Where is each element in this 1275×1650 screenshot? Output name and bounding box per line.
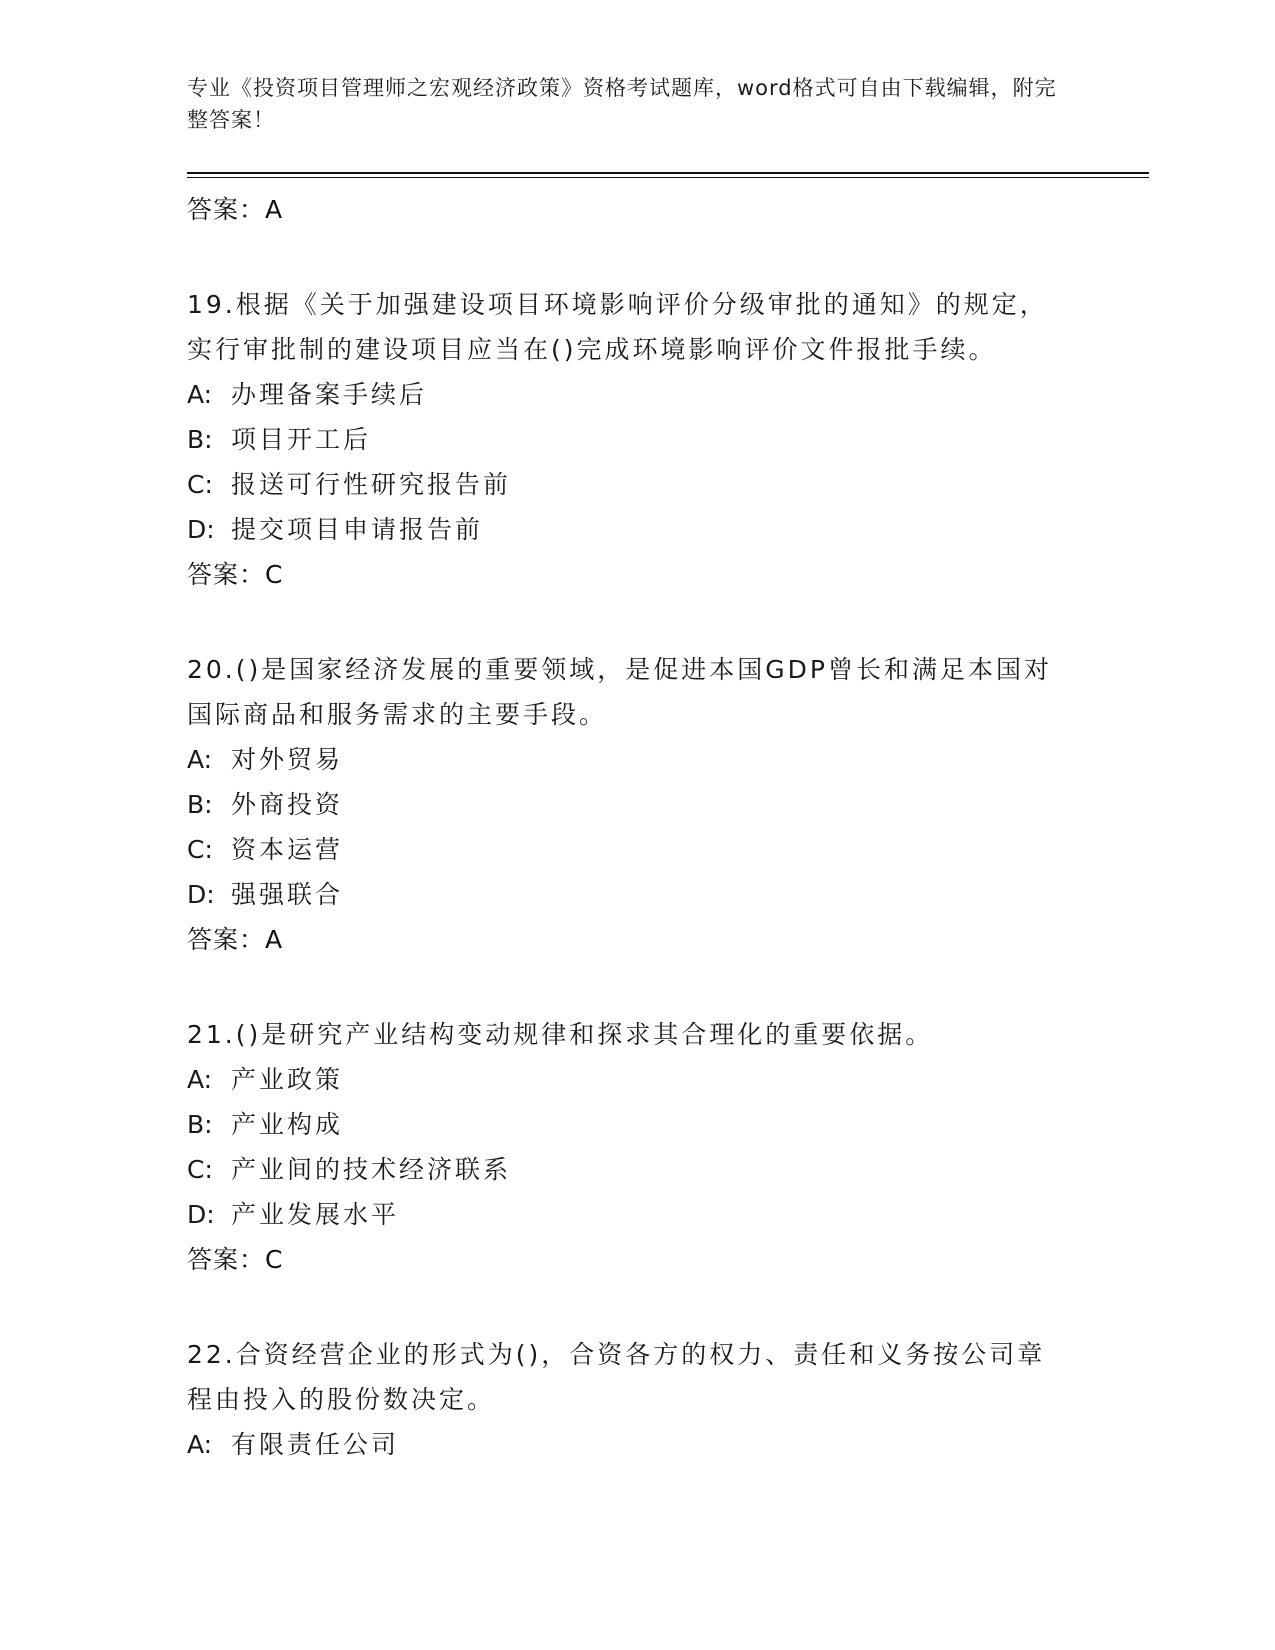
option-text: 报送可行性研究报告前: [231, 470, 512, 499]
header-divider: [187, 172, 1149, 178]
question-20: [187, 647, 1067, 962]
answer-line: 答案：A: [187, 195, 284, 224]
question-21: [187, 1012, 1067, 1282]
option-key: A:: [187, 745, 213, 774]
option-b: [187, 417, 1067, 462]
option-a: [187, 1422, 1067, 1467]
option-d: [187, 872, 1067, 917]
option-a: [187, 737, 1067, 782]
question-text: 20.()是国家经济发展的重要领域，是促进本国GDP曾长和满足本国对国际商品和服务需求的主要手段。: [187, 655, 1052, 729]
option-text: 强强联合: [231, 880, 344, 909]
option-key: B:: [187, 790, 213, 819]
option-text: 产业发展水平: [231, 1200, 400, 1229]
option-key: A:: [187, 1065, 213, 1094]
option-text: 办理备案手续后: [231, 380, 428, 409]
question-22: [187, 1332, 1067, 1467]
option-c: [187, 1147, 1067, 1192]
document-header: 专业《投资项目管理师之宏观经济政策》资格考试题库，word格式可自由下载编辑，附完整答案！: [187, 76, 1057, 132]
answer-line: 答案：A: [187, 925, 284, 954]
question-text: 21.()是研究产业结构变动规律和探求其合理化的重要依据。: [187, 1020, 934, 1049]
option-key: A:: [187, 1430, 213, 1459]
option-key: D:: [187, 515, 215, 544]
question-text: 22.合资经营企业的形式为()，合资各方的权力、责任和义务按公司章程由投入的股份数决定。: [187, 1340, 1046, 1414]
option-text: 产业间的技术经济联系: [231, 1155, 512, 1184]
option-b: [187, 1102, 1067, 1147]
option-key: C:: [187, 470, 213, 499]
option-key: D:: [187, 880, 215, 909]
document-page: [187, 0, 1147, 1467]
option-text: 有限责任公司: [231, 1430, 400, 1459]
option-key: C:: [187, 835, 213, 864]
answer-line: 答案：C: [187, 1245, 284, 1274]
option-text: 产业政策: [231, 1065, 344, 1094]
option-c: [187, 827, 1067, 872]
option-d: [187, 507, 1067, 552]
question-19: [187, 282, 1067, 597]
option-c: [187, 462, 1067, 507]
option-key: D:: [187, 1200, 215, 1229]
question-text: 19.根据《关于加强建设项目环境影响评价分级审批的通知》的规定，实行审批制的建设项目应当在()完成环境影响评价文件报批手续。: [187, 290, 1048, 364]
option-key: C:: [187, 1155, 213, 1184]
option-text: 资本运营: [231, 835, 344, 864]
option-text: 提交项目申请报告前: [231, 515, 484, 544]
option-text: 项目开工后: [231, 425, 372, 454]
option-key: B:: [187, 1110, 213, 1139]
answer-line: 答案：C: [187, 560, 284, 589]
option-key: A:: [187, 380, 213, 409]
option-text: 产业构成: [231, 1110, 344, 1139]
option-d: [187, 1192, 1067, 1237]
option-key: B:: [187, 425, 213, 454]
option-b: [187, 782, 1067, 827]
option-a: [187, 372, 1067, 417]
option-a: [187, 1057, 1067, 1102]
option-text: 对外贸易: [231, 745, 344, 774]
option-text: 外商投资: [231, 790, 344, 819]
